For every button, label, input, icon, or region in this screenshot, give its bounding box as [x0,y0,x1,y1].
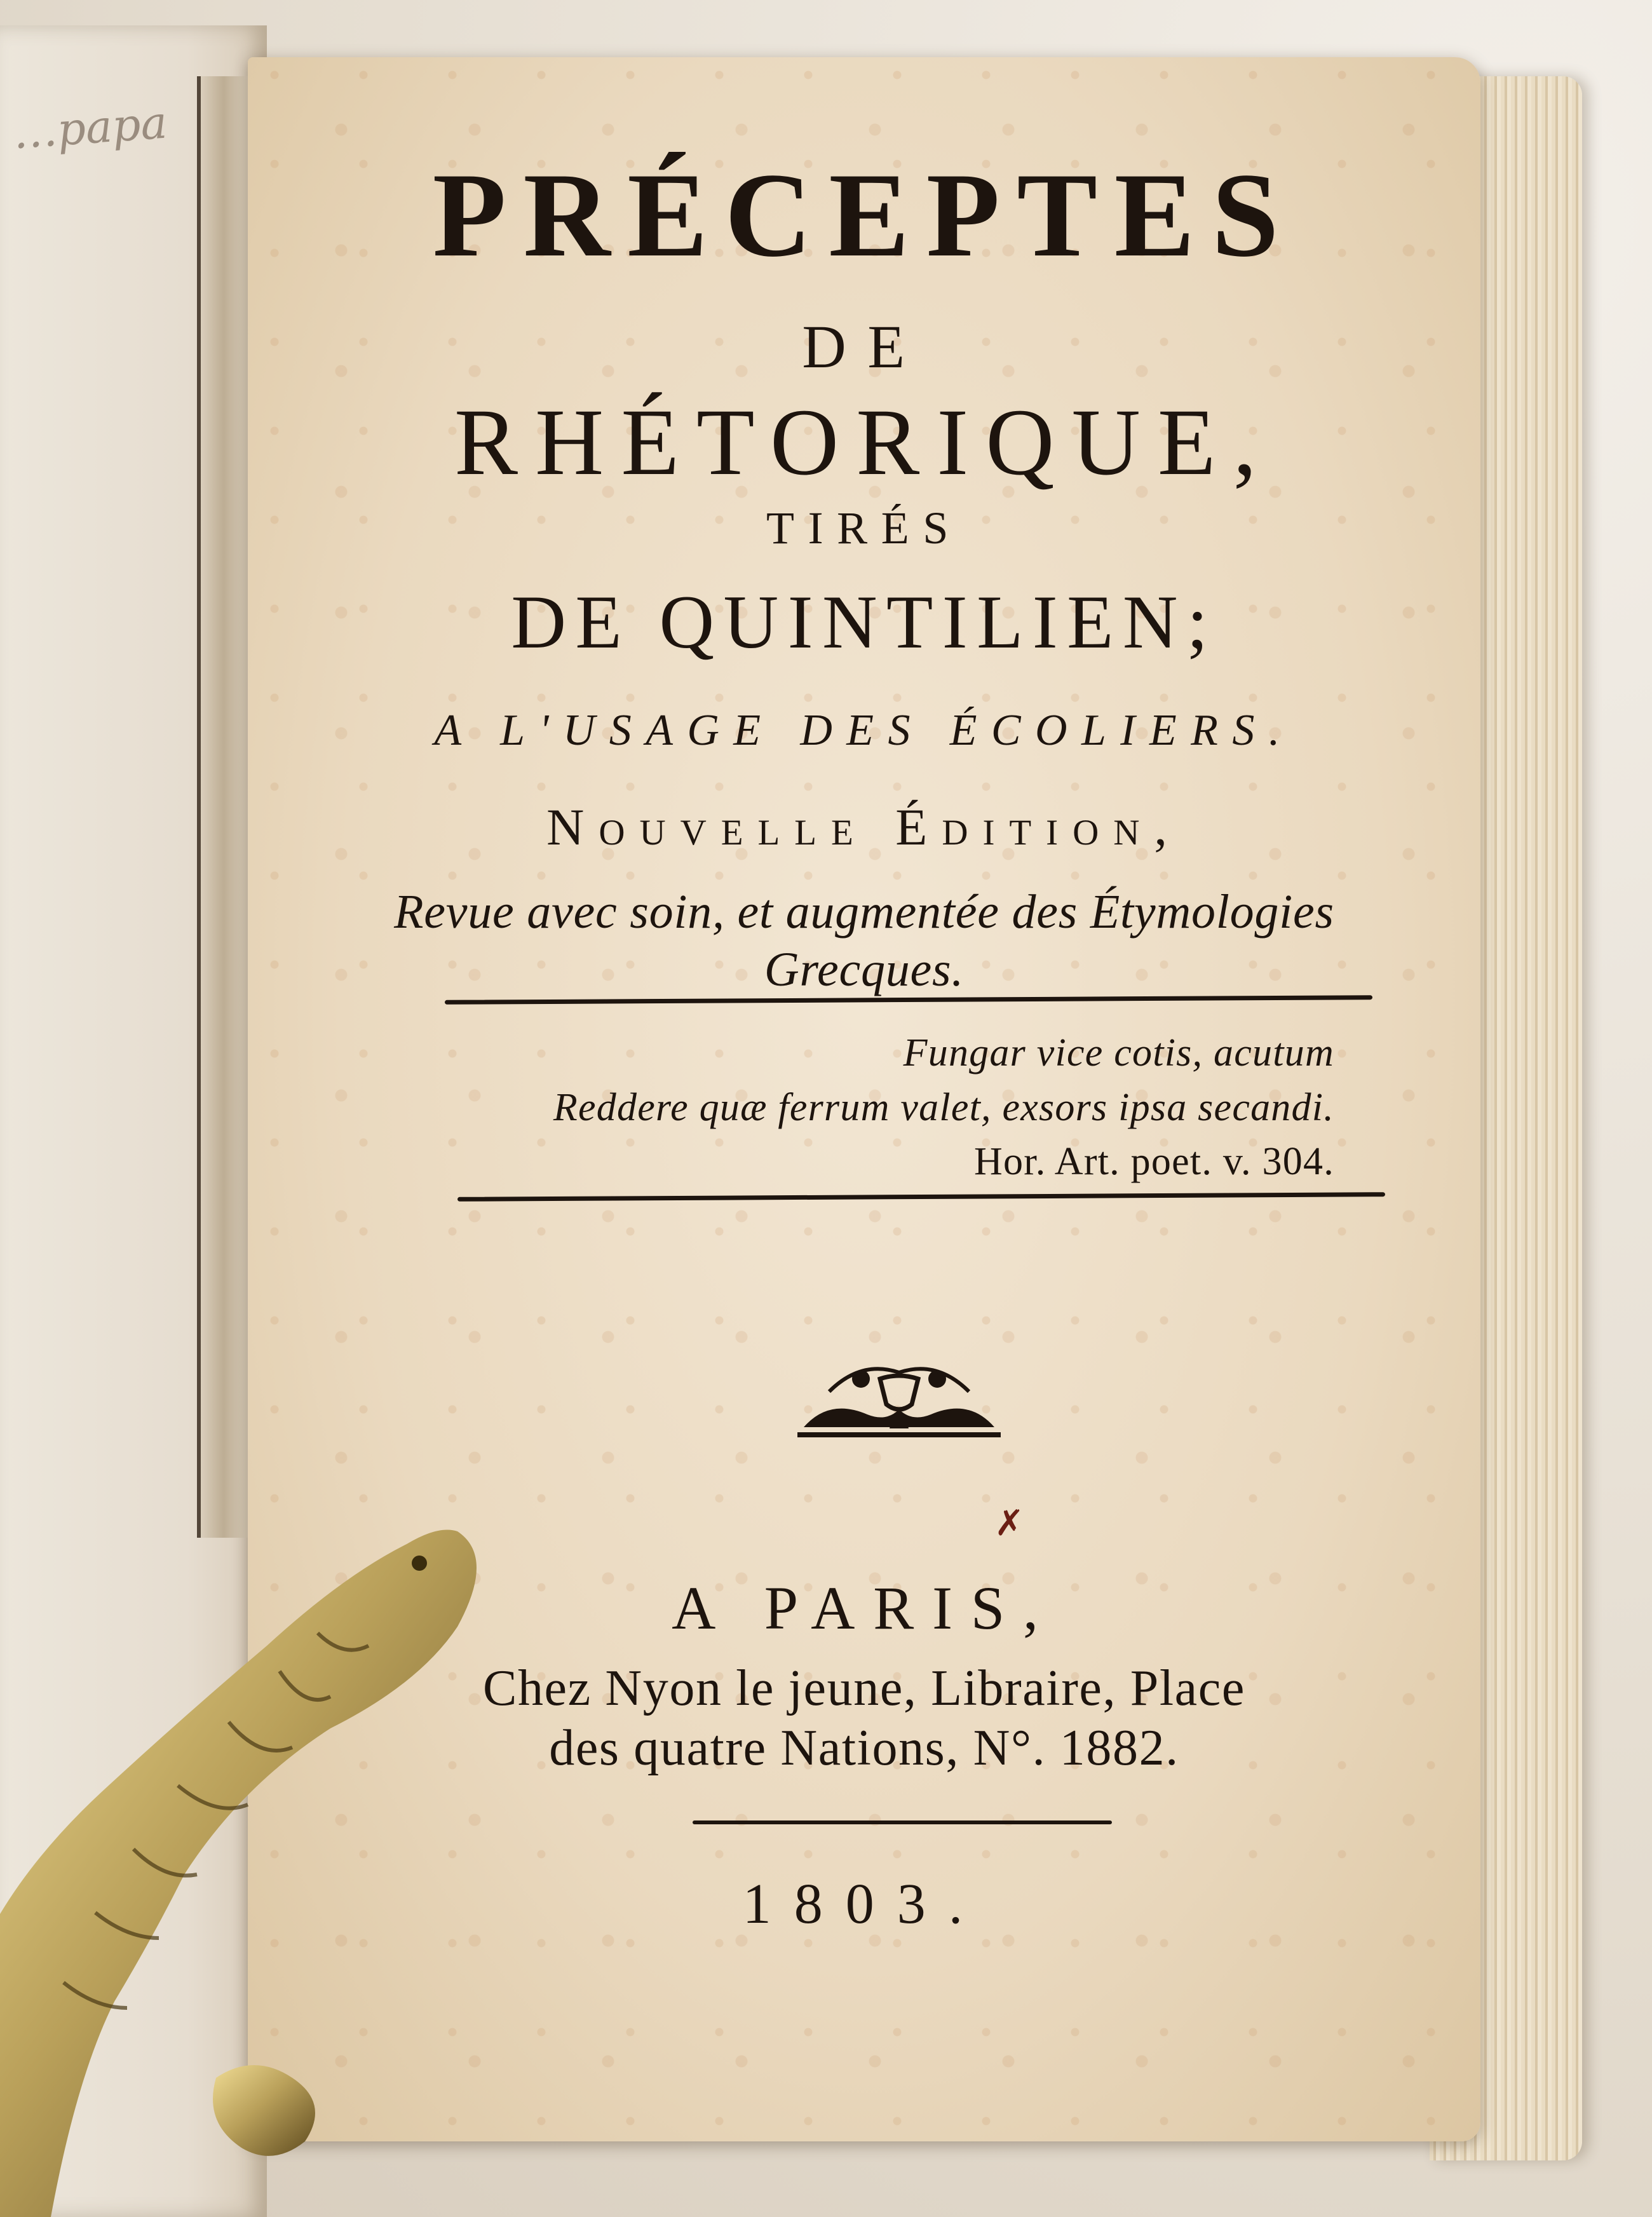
urn-vignette-icon [791,1353,1007,1442]
title-line-5: DE QUINTILIEN; [511,580,1217,664]
endpaper-handwriting: …papa [11,96,169,159]
epigraph-line-2: Reddere quæ ferrum valet, exsors ipsa secandi. [553,1085,1334,1129]
title-line-3: RHÉTORIQUE, [454,390,1275,495]
epigraph-citation: Hor. Art. poet. v. 304. [974,1140,1334,1184]
revue-line-1: Revue avec soin, et augmentée des Étymologies [394,885,1334,939]
imprint-city: A PARIS, [672,1574,1057,1642]
epigraph-line-1: Fungar vice cotis, acutum [903,1031,1334,1075]
edition-line: Nouvelle Édition, [546,798,1182,856]
title-line-4: TIRÉS [766,503,962,553]
revue-line-2: Grecques. [764,943,965,997]
brass-lizard-figure [0,1519,496,2217]
imprint-line-1: Chez Nyon le jeune, Libraire, Place [483,1660,1245,1716]
revue-text [248,883,1480,999]
rule-below-epigraph [457,1192,1385,1202]
title-line-1: PRÉCEPTES [432,149,1296,282]
rule-above-year [693,1820,1112,1824]
ink-mark: ✗ [994,1504,1024,1543]
epigraph [457,1026,1334,1190]
usage-line: A L'USAGE DES ÉCOLIERS. [434,706,1294,755]
imprint-line-2: des quatre Nations, N°. 1882. [549,1720,1179,1777]
title-line-2: DE [802,313,926,381]
publication-year: 1803. [742,1873,986,1936]
